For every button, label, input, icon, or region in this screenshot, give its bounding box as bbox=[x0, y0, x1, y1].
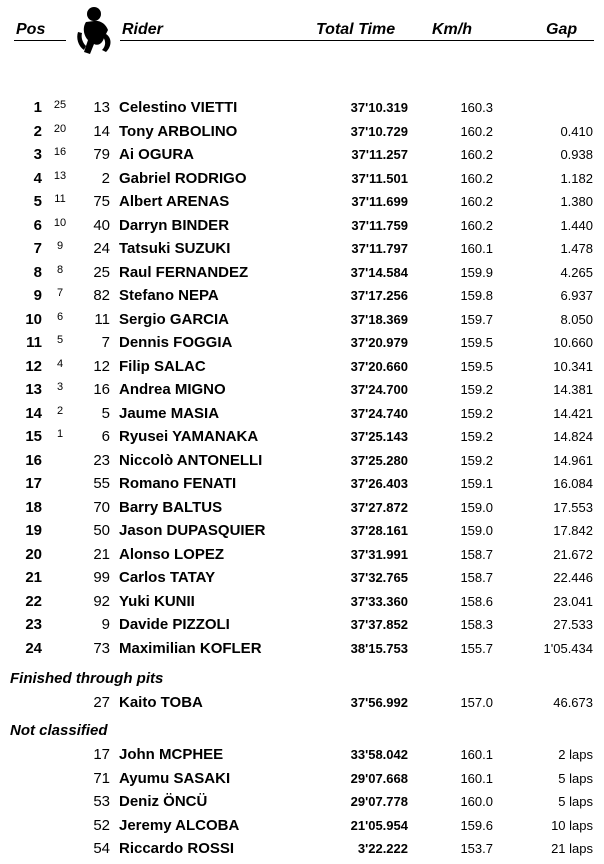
total-time-cell: 37'24.700 bbox=[350, 382, 408, 397]
rider-name-cell: Alonso LOPEZ bbox=[119, 545, 224, 563]
points-cell: 10 bbox=[53, 216, 67, 229]
gap-cell: 22.446 bbox=[553, 570, 593, 585]
total-time-cell: 37'11.699 bbox=[351, 194, 408, 209]
gap-cell: 14.961 bbox=[553, 452, 593, 468]
rider-name-cell: Sergio GARCIA bbox=[119, 310, 230, 328]
position-cell: 16 bbox=[25, 451, 42, 469]
gap-cell: 21.672 bbox=[553, 546, 593, 562]
rider-name-cell: Filip SALAC bbox=[119, 357, 206, 375]
rider-number-cell: 52 bbox=[93, 816, 110, 834]
position-cell: 1 bbox=[33, 99, 42, 116]
rider-name-cell: Tony ARBOLINO bbox=[119, 122, 238, 140]
rider-name-cell: Jeremy ALCOBA bbox=[119, 816, 240, 834]
points-cell: 25 bbox=[53, 99, 67, 111]
rider-number-cell: 54 bbox=[93, 840, 110, 857]
total-time-cell: 29'07.668 bbox=[350, 770, 408, 786]
gap-cell: 27.533 bbox=[553, 617, 593, 632]
rider-number-cell: 82 bbox=[93, 287, 110, 304]
result-row bbox=[0, 743, 604, 767]
rider-number-cell: 17 bbox=[93, 746, 110, 763]
points-cell: 20 bbox=[53, 122, 67, 135]
result-row bbox=[0, 472, 604, 496]
gap-cell: 17.842 bbox=[553, 523, 593, 538]
rider-number-cell: 50 bbox=[93, 522, 110, 539]
speed-cell: 160.2 bbox=[460, 147, 493, 162]
header-rule bbox=[120, 40, 594, 41]
total-time-cell: 37'27.872 bbox=[350, 499, 408, 515]
position-cell: 17 bbox=[25, 475, 42, 492]
rider-number-cell: 73 bbox=[93, 639, 110, 657]
rider-name-cell: Gabriel RODRIGO bbox=[119, 169, 247, 187]
gap-cell: 17.553 bbox=[553, 499, 593, 515]
position-cell: 3 bbox=[33, 146, 42, 163]
result-row bbox=[0, 519, 604, 543]
total-time-cell: 37'11.257 bbox=[351, 147, 408, 162]
rider-name-cell: Ai OGURA bbox=[119, 146, 194, 163]
rider-number-cell: 25 bbox=[93, 263, 110, 281]
position-cell: 14 bbox=[25, 404, 42, 422]
position-cell: 2 bbox=[33, 122, 42, 140]
position-cell: 9 bbox=[33, 287, 42, 304]
position-cell: 8 bbox=[33, 263, 42, 281]
gap-cell: 2 laps bbox=[558, 747, 593, 762]
speed-cell: 157.0 bbox=[460, 695, 493, 710]
rider-name-cell: Dennis FOGGIA bbox=[119, 334, 233, 351]
result-row bbox=[0, 543, 604, 567]
result-row bbox=[0, 837, 604, 861]
rider-name-cell: Celestino VIETTI bbox=[119, 99, 238, 116]
total-time-cell: 37'32.765 bbox=[350, 570, 408, 585]
rider-number-cell: 70 bbox=[93, 498, 110, 516]
speed-cell: 155.7 bbox=[460, 640, 493, 656]
points-cell: 4 bbox=[56, 357, 64, 370]
header-total-time: Total Time bbox=[316, 21, 396, 38]
rider-number-cell: 6 bbox=[101, 428, 110, 445]
rider-number-cell: 14 bbox=[93, 122, 110, 140]
rider-name-cell: Romano FENATI bbox=[119, 475, 237, 492]
speed-cell: 158.3 bbox=[460, 617, 493, 632]
total-time-cell: 37'20.660 bbox=[350, 358, 408, 374]
position-cell: 24 bbox=[25, 639, 42, 657]
classified-results bbox=[0, 96, 604, 660]
position-cell: 22 bbox=[25, 592, 42, 610]
points-cell: 5 bbox=[56, 334, 64, 346]
header-rule bbox=[14, 40, 66, 41]
position-cell: 15 bbox=[25, 428, 42, 445]
rider-name-cell: Jason DUPASQUIER bbox=[119, 522, 266, 539]
speed-cell: 158.7 bbox=[460, 546, 493, 562]
result-row bbox=[0, 190, 604, 214]
rider-name-cell: Albert ARENAS bbox=[119, 193, 230, 210]
total-time-cell: 37'25.143 bbox=[350, 429, 408, 444]
rider-number-cell: 79 bbox=[93, 146, 110, 163]
speed-cell: 158.7 bbox=[460, 570, 493, 585]
result-row bbox=[0, 378, 604, 402]
result-row bbox=[0, 402, 604, 426]
position-cell: 18 bbox=[25, 498, 42, 516]
results-header bbox=[0, 0, 604, 60]
result-row bbox=[0, 566, 604, 590]
speed-cell: 159.5 bbox=[460, 358, 493, 374]
gap-cell: 5 laps bbox=[558, 770, 593, 786]
rider-number-cell: 40 bbox=[93, 216, 110, 234]
rider-number-cell: 21 bbox=[93, 545, 110, 563]
header-pos: Pos bbox=[16, 21, 46, 38]
gap-cell: 14.421 bbox=[553, 405, 593, 421]
total-time-cell: 37'20.979 bbox=[350, 335, 408, 350]
header-rider: Rider bbox=[122, 21, 163, 38]
rider-name-cell: Stefano NEPA bbox=[119, 287, 219, 304]
points-cell: 7 bbox=[56, 287, 64, 299]
gap-cell: 10.341 bbox=[553, 358, 593, 374]
motorcycle-rider-icon bbox=[72, 4, 116, 56]
speed-cell: 160.1 bbox=[460, 770, 493, 786]
rider-name-cell: Kaito TOBA bbox=[119, 694, 203, 711]
rider-number-cell: 24 bbox=[93, 240, 110, 257]
rider-number-cell: 12 bbox=[93, 357, 110, 375]
total-time-cell: 37'11.797 bbox=[351, 241, 408, 256]
total-time-cell: 37'11.501 bbox=[351, 170, 408, 186]
rider-number-cell: 99 bbox=[93, 569, 110, 586]
rider-name-cell: Ayumu SASAKI bbox=[119, 769, 231, 787]
result-row bbox=[0, 355, 604, 379]
total-time-cell: 37'31.991 bbox=[350, 546, 408, 562]
result-row bbox=[0, 496, 604, 520]
total-time-cell: 37'18.369 bbox=[350, 311, 408, 327]
rider-name-cell: Barry BALTUS bbox=[119, 498, 223, 516]
speed-cell: 159.2 bbox=[460, 382, 493, 397]
speed-cell: 158.6 bbox=[460, 593, 493, 609]
rider-number-cell: 92 bbox=[93, 592, 110, 610]
position-cell: 23 bbox=[25, 616, 42, 633]
speed-cell: 159.5 bbox=[460, 335, 493, 350]
speed-cell: 159.2 bbox=[460, 452, 493, 468]
points-cell: 2 bbox=[56, 404, 64, 417]
rider-name-cell: Carlos TATAY bbox=[119, 569, 216, 586]
rider-number-cell: 55 bbox=[93, 475, 110, 492]
result-row bbox=[0, 261, 604, 285]
gap-cell: 0.938 bbox=[560, 147, 593, 162]
speed-cell: 159.0 bbox=[460, 523, 493, 538]
points-cell: 1 bbox=[56, 428, 64, 440]
rider-number-cell: 11 bbox=[94, 310, 110, 328]
position-cell: 4 bbox=[33, 169, 42, 187]
total-time-cell: 37'28.161 bbox=[350, 523, 408, 538]
speed-cell: 159.0 bbox=[460, 499, 493, 515]
speed-cell: 160.2 bbox=[460, 194, 493, 209]
total-time-cell: 21'05.954 bbox=[350, 817, 408, 833]
result-row bbox=[0, 214, 604, 238]
gap-cell: 14.381 bbox=[553, 382, 593, 397]
position-cell: 13 bbox=[25, 381, 42, 398]
gap-cell: 16.084 bbox=[553, 476, 593, 491]
speed-cell: 153.7 bbox=[460, 841, 493, 856]
total-time-cell: 37'11.759 bbox=[351, 217, 408, 233]
speed-cell: 159.8 bbox=[460, 288, 493, 303]
gap-cell: 10 laps bbox=[551, 817, 593, 833]
rider-number-cell: 13 bbox=[93, 99, 110, 116]
result-row bbox=[0, 814, 604, 838]
rider-number-cell: 7 bbox=[101, 334, 110, 351]
total-time-cell: 29'07.778 bbox=[350, 794, 408, 809]
rider-name-cell: Raul FERNANDEZ bbox=[119, 263, 249, 281]
section-title: Not classified bbox=[10, 722, 108, 739]
total-time-cell: 38'15.753 bbox=[350, 640, 408, 656]
gap-cell: 8.050 bbox=[560, 311, 593, 327]
rider-name-cell: John MCPHEE bbox=[119, 746, 224, 763]
speed-cell: 159.6 bbox=[460, 817, 493, 833]
gap-cell: 5 laps bbox=[558, 794, 593, 809]
rider-name-cell: Deniz ÖNCÜ bbox=[119, 793, 208, 810]
speed-cell: 159.9 bbox=[460, 264, 493, 280]
points-cell: 16 bbox=[53, 146, 67, 158]
total-time-cell: 37'37.852 bbox=[350, 617, 408, 632]
rider-name-cell: Davide PIZZOLI bbox=[119, 616, 230, 633]
total-time-cell: 37'56.992 bbox=[350, 695, 408, 710]
gap-cell: 1.182 bbox=[560, 170, 593, 186]
result-row bbox=[0, 167, 604, 191]
total-time-cell: 37'26.403 bbox=[350, 476, 408, 491]
gap-cell: 21 laps bbox=[551, 841, 593, 856]
speed-cell: 159.2 bbox=[460, 429, 493, 444]
result-row bbox=[0, 284, 604, 308]
rider-name-cell: Ryusei YAMANAKA bbox=[119, 428, 259, 445]
total-time-cell: 3'22.222 bbox=[357, 841, 408, 856]
result-row bbox=[0, 691, 604, 715]
gap-cell: 14.824 bbox=[553, 429, 593, 444]
header-kmh: Km/h bbox=[432, 21, 472, 38]
rider-number-cell: 9 bbox=[101, 616, 110, 633]
gap-cell: 23.041 bbox=[553, 593, 593, 609]
position-cell: 10 bbox=[25, 310, 42, 328]
rider-name-cell: Tatsuki SUZUKI bbox=[119, 240, 231, 257]
result-row bbox=[0, 613, 604, 637]
result-row bbox=[0, 425, 604, 449]
total-time-cell: 33'58.042 bbox=[350, 747, 408, 762]
position-cell: 19 bbox=[25, 522, 42, 539]
result-row bbox=[0, 637, 604, 661]
position-cell: 21 bbox=[25, 569, 42, 586]
result-row bbox=[0, 96, 604, 120]
rider-number-cell: 23 bbox=[93, 451, 110, 469]
header-gap: Gap bbox=[546, 21, 578, 38]
result-row bbox=[0, 237, 604, 261]
speed-cell: 159.1 bbox=[460, 476, 493, 491]
position-cell: 12 bbox=[25, 357, 42, 375]
gap-cell: 4.265 bbox=[560, 264, 593, 280]
position-cell: 20 bbox=[25, 545, 42, 563]
speed-cell: 160.1 bbox=[460, 747, 493, 762]
speed-cell: 160.2 bbox=[460, 217, 493, 233]
points-cell: 8 bbox=[56, 263, 64, 276]
result-row bbox=[0, 143, 604, 167]
rider-name-cell: Riccardo ROSSI bbox=[119, 840, 235, 857]
gap-cell: 10.660 bbox=[553, 335, 593, 350]
rider-name-cell: Darryn BINDER bbox=[119, 216, 230, 234]
rider-number-cell: 2 bbox=[101, 169, 110, 187]
total-time-cell: 37'10.319 bbox=[350, 100, 408, 115]
speed-cell: 160.2 bbox=[460, 123, 493, 139]
rider-name-cell: Yuki KUNII bbox=[119, 592, 195, 610]
rider-number-cell: 27 bbox=[93, 694, 110, 711]
total-time-cell: 37'25.280 bbox=[350, 452, 408, 468]
speed-cell: 160.3 bbox=[460, 100, 493, 115]
gap-cell: 1.440 bbox=[560, 217, 593, 233]
position-cell: 5 bbox=[33, 193, 42, 210]
result-row bbox=[0, 331, 604, 355]
points-cell: 6 bbox=[56, 310, 64, 323]
points-cell: 9 bbox=[56, 240, 64, 252]
points-cell: 3 bbox=[56, 381, 64, 393]
rider-number-cell: 53 bbox=[93, 793, 110, 810]
position-cell: 11 bbox=[26, 334, 42, 351]
gap-cell: 46.673 bbox=[553, 695, 593, 710]
speed-cell: 160.2 bbox=[460, 170, 493, 186]
total-time-cell: 37'33.360 bbox=[350, 593, 408, 609]
points-cell: 11 bbox=[54, 193, 66, 205]
result-row bbox=[0, 590, 604, 614]
gap-cell: 1.380 bbox=[560, 194, 593, 209]
result-row bbox=[0, 308, 604, 332]
gap-cell: 1.478 bbox=[560, 241, 593, 256]
rider-name-cell: Andrea MIGNO bbox=[119, 381, 226, 398]
gap-cell: 1'05.434 bbox=[543, 640, 593, 656]
rider-name-cell: Maximilian KOFLER bbox=[119, 639, 262, 657]
rider-number-cell: 5 bbox=[101, 404, 110, 422]
rider-number-cell: 75 bbox=[93, 193, 110, 210]
gap-cell: 6.937 bbox=[560, 288, 593, 303]
gap-cell: 0.410 bbox=[560, 123, 593, 139]
result-row bbox=[0, 120, 604, 144]
points-cell: 13 bbox=[53, 169, 67, 182]
result-row bbox=[0, 449, 604, 473]
rider-name-cell: Jaume MASIA bbox=[119, 404, 220, 422]
result-row bbox=[0, 767, 604, 791]
total-time-cell: 37'14.584 bbox=[350, 264, 408, 280]
speed-cell: 159.2 bbox=[460, 405, 493, 421]
position-cell: 7 bbox=[33, 240, 42, 257]
speed-cell: 160.1 bbox=[460, 241, 493, 256]
rider-number-cell: 71 bbox=[93, 769, 110, 787]
rider-name-cell: Niccolò ANTONELLI bbox=[119, 451, 263, 469]
section-title: Finished through pits bbox=[10, 670, 164, 687]
total-time-cell: 37'24.740 bbox=[350, 405, 408, 421]
result-row bbox=[0, 790, 604, 814]
rider-number-cell: 16 bbox=[93, 381, 110, 398]
speed-cell: 160.0 bbox=[460, 794, 493, 809]
total-time-cell: 37'10.729 bbox=[350, 123, 408, 139]
total-time-cell: 37'17.256 bbox=[350, 288, 408, 303]
speed-cell: 159.7 bbox=[460, 311, 493, 327]
position-cell: 6 bbox=[33, 216, 42, 234]
